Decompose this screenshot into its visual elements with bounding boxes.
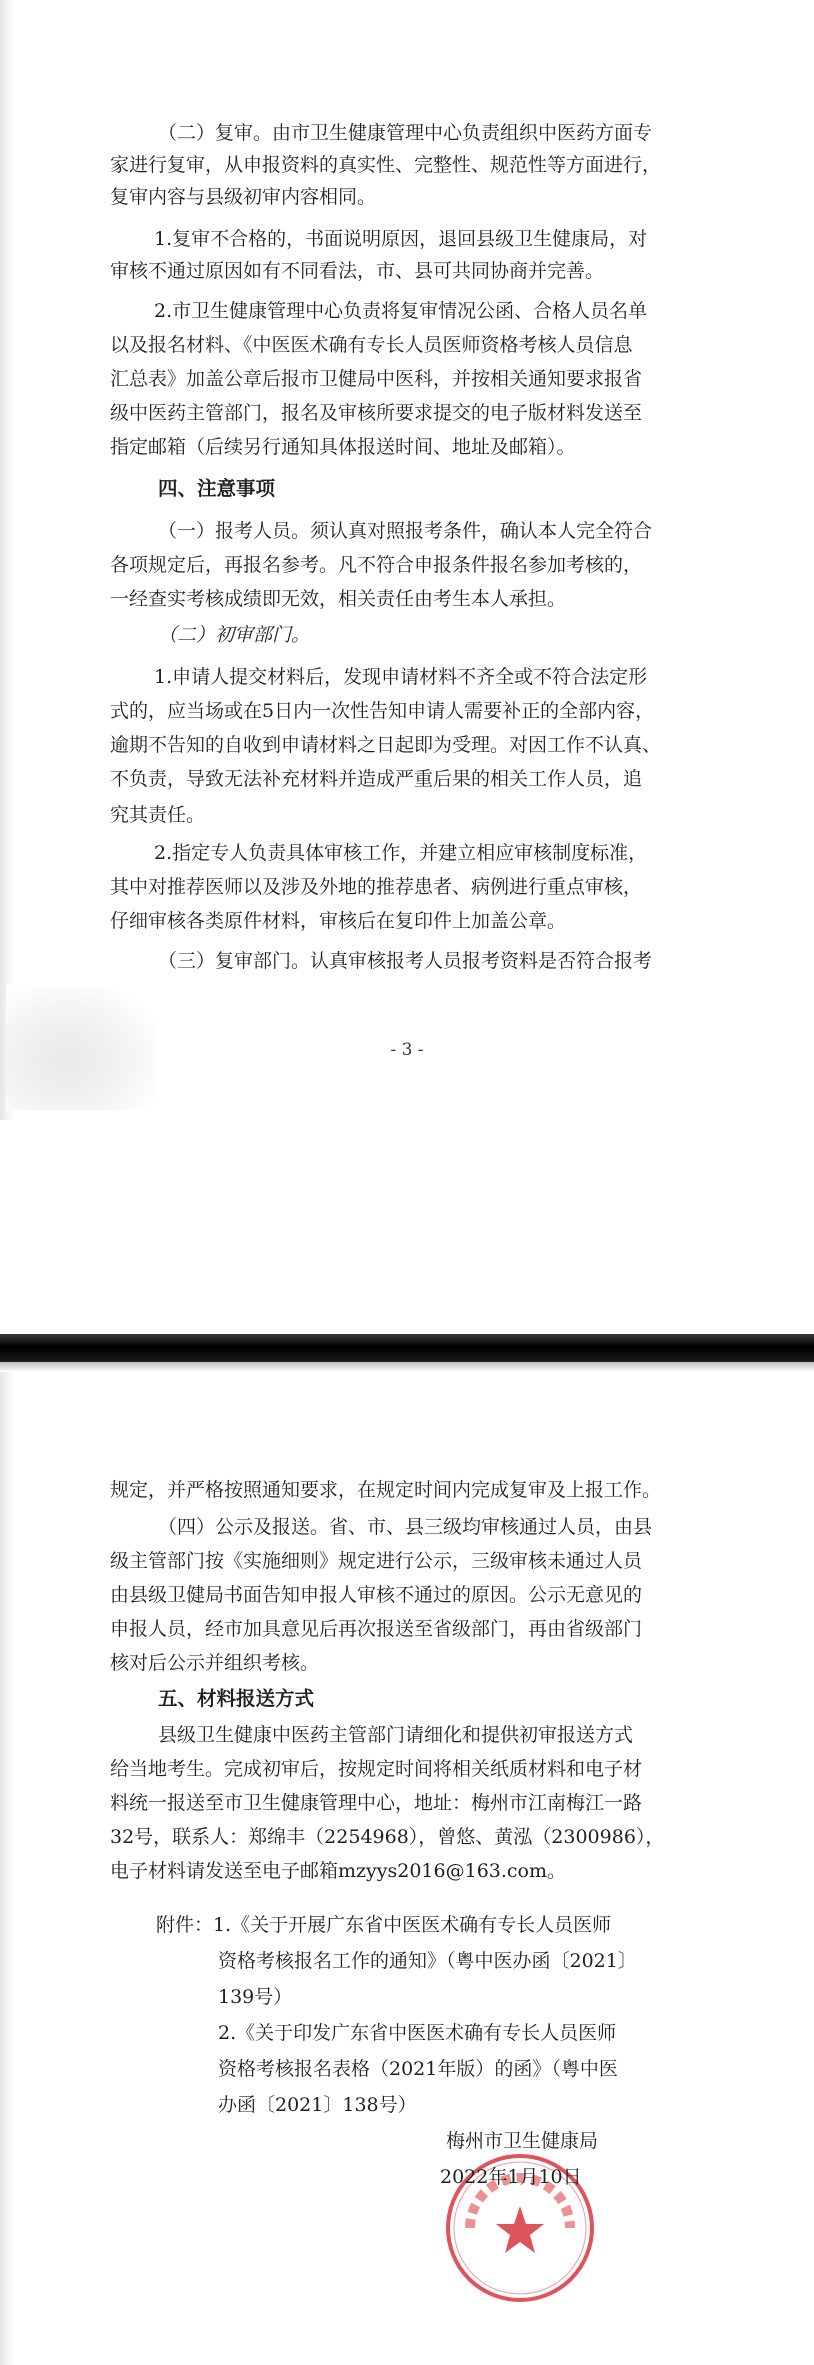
body-line: 仔细审核各类原件材料，审核后在复印件上加盖公章。	[110, 910, 567, 932]
page-edge-shadow	[0, 0, 14, 1120]
body-line: 级中医药主管部门，报名及审核所要求提交的电子版材料发送至	[110, 402, 643, 424]
body-line: 级主管部门按《实施细则》规定进行公示，三级审核未通过人员	[110, 1550, 643, 1572]
attachment-line: 办函〔2021〕138号）	[218, 2094, 417, 2116]
separator-shadow	[0, 1362, 814, 1372]
body-line: 不负责，导致无法补充材料并造成严重后果的相关工作人员，追	[110, 768, 643, 790]
email-line: 电子材料请发送至电子邮箱mzyys2016@163.com。	[110, 1860, 567, 1882]
body-line: （四）公示及报送。省、市、县三级均审核通过人员，由县	[158, 1516, 653, 1538]
body-line: 由县级卫健局书面告知申报人审核不通过的原因。公示无意见的	[110, 1584, 643, 1606]
body-line: 料统一报送至市卫生健康管理中心，地址：梅州市江南梅江一路	[110, 1792, 643, 1814]
body-line: 究其责任。	[110, 804, 206, 826]
body-line: 核对后公示并组织考核。	[110, 1652, 320, 1674]
page-gap	[0, 1120, 814, 1334]
page-number: - 3 -	[390, 1040, 424, 1060]
body-line: 一经查实考核成绩即无效，相关责任由考生本人承担。	[110, 588, 567, 610]
document-page-4	[0, 1362, 814, 2365]
subsection-heading: （二）初审部门。	[158, 624, 311, 646]
issuer-name: 梅州市卫生健康局	[446, 2130, 599, 2152]
body-line: 申报人员，经市加具意见后再次报送至省级部门，再由省级部门	[110, 1618, 643, 1640]
body-line: 2.指定专人负责具体审核工作，并建立相应审核制度标准，	[154, 842, 648, 864]
body-line: 指定邮箱（后续另行通知具体报送时间、地址及邮箱）。	[110, 436, 576, 458]
body-line: 32号，联系人：郑绵丰（2254968），曾悠、黄泓（2300986），	[110, 1826, 665, 1848]
section-heading: 四、注意事项	[158, 477, 276, 500]
document-page-3	[0, 0, 814, 1120]
page-separator	[0, 1334, 814, 1362]
body-line: 其中对推荐医师以及涉及外地的推荐患者、病例进行重点审核，	[110, 876, 643, 898]
body-line: 规定，并严格按照通知要求，在规定时间内完成复审及上报工作。	[110, 1479, 662, 1501]
attachment-line: 2.《关于印发广东省中医医术确有专长人员医师	[218, 2022, 617, 2044]
body-line: 2.市卫生健康管理中心负责将复审情况公函、合格人员名单	[154, 300, 648, 322]
attachment-line: 附件：1.《关于开展广东省中医医术确有专长人员医师	[156, 1914, 612, 1936]
body-line: 1.复审不合格的，书面说明原因，退回县级卫生健康局，对	[154, 228, 648, 250]
body-line: 各项规定后，再报名参考。凡不符合申报条件报名参加考核的，	[110, 554, 643, 576]
body-line: 以及报名材料、《中医医术确有专长人员医师资格考核人员信息	[110, 334, 633, 356]
attachment-line: 资格考核报名表格（2021年版）的函》（粤中医	[218, 2058, 618, 2080]
body-line: （二）复审。由市卫生健康管理中心负责组织中医药方面专	[158, 122, 653, 144]
issue-date: 2022年1月10日	[440, 2166, 582, 2188]
section-heading: 五、材料报送方式	[158, 1687, 315, 1710]
body-line: （一）报考人员。须认真对照报考条件，确认本人完全符合	[158, 520, 653, 542]
body-line: 给当地考生。完成初审后，按规定时间将相关纸质材料和电子材	[110, 1758, 643, 1780]
body-line: 逾期不告知的自收到申请材料之日起即为受理。对因工作不认真、	[110, 734, 662, 756]
body-line: （三）复审部门。认真审核报考人员报考资料是否符合报考	[158, 950, 653, 972]
body-line: 汇总表》加盖公章后报市卫健局中医科，并按相关通知要求报省	[110, 368, 643, 390]
body-line: 审核不通过原因如有不同看法，市、县可共同协商并完善。	[110, 260, 605, 282]
page-edge-shadow	[0, 1362, 14, 2365]
body-line: 式的，应当场或在5日内一次性告知申请人需要补正的全部内容，	[110, 700, 655, 722]
body-line: 县级卫生健康中医药主管部门请细化和提供初审报送方式	[158, 1724, 634, 1746]
body-line: 1.申请人提交材料后，发现申请材料不齐全或不符合法定形	[154, 666, 648, 688]
body-line: 家进行复审，从申报资料的真实性、完整性、规范性等方面进行，	[110, 154, 662, 176]
body-line: 复审内容与县级初审内容相同。	[110, 186, 377, 208]
attachment-line: 139号）	[218, 1986, 293, 2008]
attachment-line: 资格考核报名工作的通知》（粤中医办函〔2021〕	[218, 1950, 637, 1972]
